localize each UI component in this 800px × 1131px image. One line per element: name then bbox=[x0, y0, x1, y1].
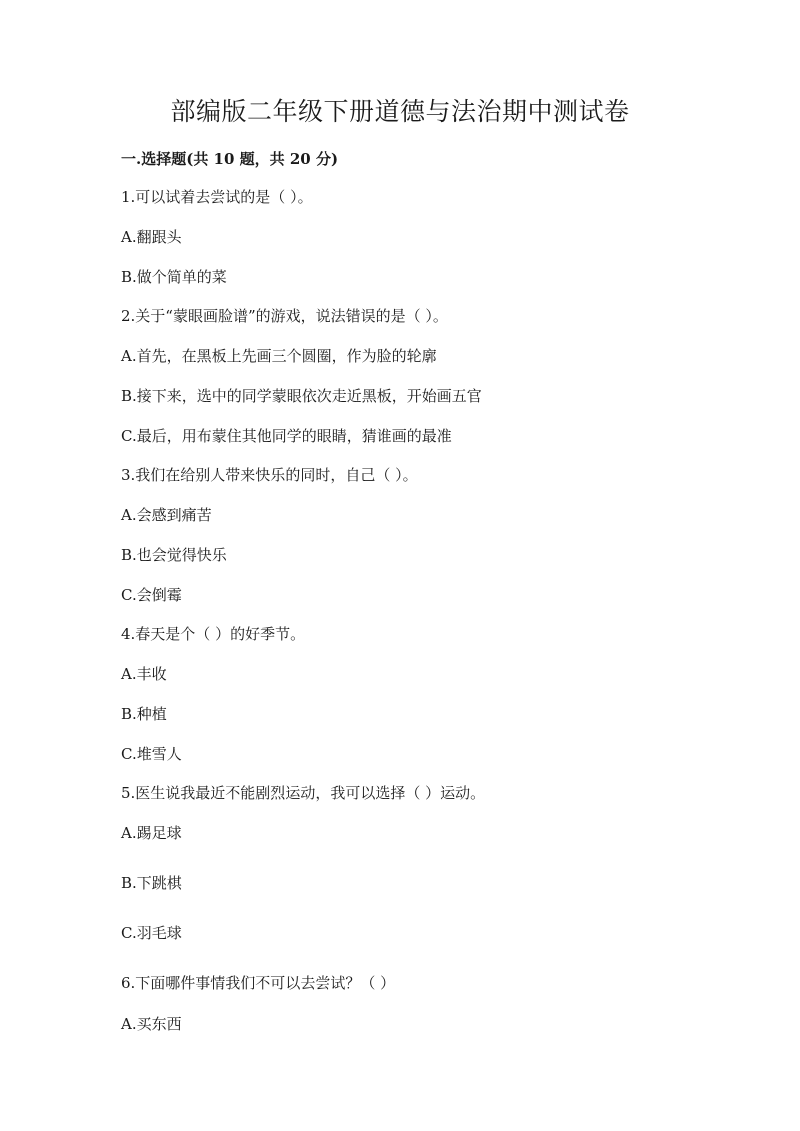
question-2-stem: 2.关于“蒙眼画脸谱”的游戏，说法错误的是（ ）。 bbox=[121, 307, 448, 325]
question-3-option-b: B.也会觉得快乐 bbox=[121, 546, 227, 564]
question-2-option-b: B.接下来，选中的同学蒙眼依次走近黑板，开始画五官 bbox=[121, 387, 482, 405]
question-1-option-b: B.做个简单的菜 bbox=[121, 268, 227, 286]
question-5-option-a: A.踢足球 bbox=[121, 824, 182, 842]
question-2-option-c: C.最后，用布蒙住其他同学的眼睛，猜谁画的最准 bbox=[121, 427, 452, 445]
question-5-option-b: B.下跳棋 bbox=[121, 874, 182, 892]
question-4-stem: 4.春天是个（ ）的好季节。 bbox=[121, 625, 306, 643]
question-3-stem: 3.我们在给别人带来快乐的同时，自己（ ）。 bbox=[121, 466, 418, 484]
question-3-option-c: C.会倒霉 bbox=[121, 586, 182, 604]
question-5-stem: 5.医生说我最近不能剧烈运动，我可以选择（ ）运动。 bbox=[121, 784, 486, 802]
section-heading: 一.选择题(共 10 题，共 20 分) bbox=[121, 150, 339, 168]
question-4-option-b: B.种植 bbox=[121, 705, 167, 723]
question-4-option-c: C.堆雪人 bbox=[121, 745, 182, 763]
question-1-option-a: A.翻跟头 bbox=[121, 228, 182, 246]
question-2-option-a: A.首先，在黑板上先画三个圆圈，作为脸的轮廓 bbox=[121, 347, 437, 365]
question-3-option-a: A.会感到痛苦 bbox=[121, 506, 212, 524]
question-6-stem: 6.下面哪件事情我们不可以去尝试？（ ） bbox=[121, 974, 396, 992]
question-4-option-a: A.丰收 bbox=[121, 665, 167, 683]
page-title: 部编版二年级下册道德与法治期中测试卷 bbox=[170, 97, 630, 126]
question-1-stem: 1.可以试着去尝试的是（ ）。 bbox=[121, 188, 313, 206]
question-6-option-a: A.买东西 bbox=[121, 1015, 182, 1033]
question-5-option-c: C.羽毛球 bbox=[121, 924, 182, 942]
